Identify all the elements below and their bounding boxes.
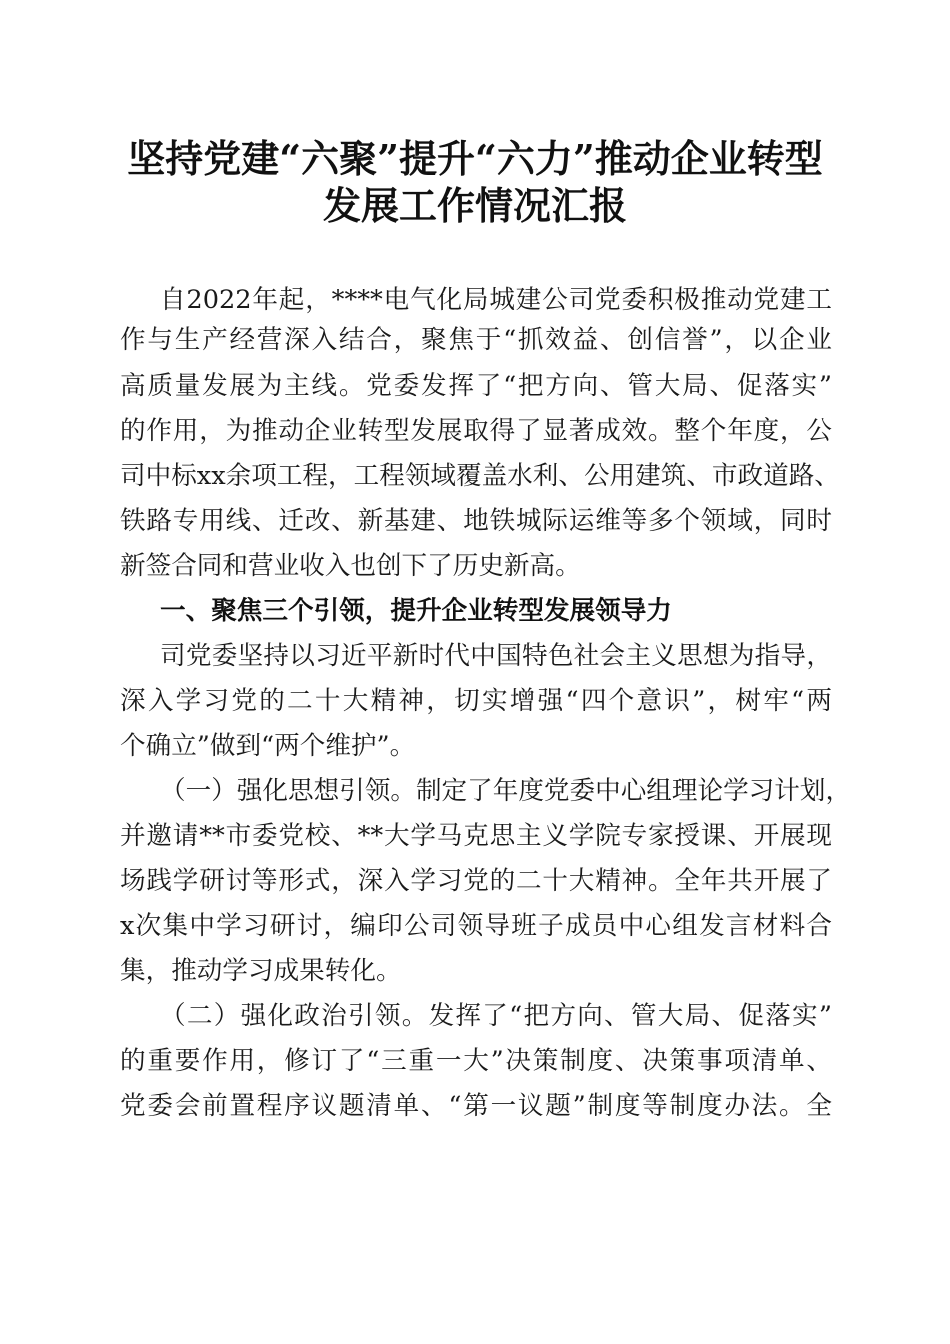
sub2-line: 党委会前置程序议题清单、“第一议题”制度等制度办法。全 [120,1091,832,1121]
section-para-line: 个确立”做到“两个维护”。 [120,731,416,761]
sub2-line: 的重要作用，修订了“三重一大”决策制度、决策事项清单、 [120,1046,832,1076]
sub2-line: （二）强化政治引领。发挥了“把方向、管大局、促落实” [160,1001,832,1031]
intro-line: 作与生产经营深入结合，聚焦于“抓效益、创信誉”，以企业 [120,325,832,355]
intro-line: 高质量发展为主线。党委发挥了“把方向、管大局、促落实” [120,371,832,401]
sub1-line: 并邀请**市委党校、**大学马克思主义学院专家授课、开展现 [120,821,832,851]
intro-line: 司中标xx余项工程，工程领域覆盖水利、公用建筑、市政道路、 [120,461,840,491]
sub1-line: 场践学研讨等形式，深入学习党的二十大精神。全年共开展了 [120,866,832,896]
intro-line: 铁路专用线、迁改、新基建、地铁城际运维等多个领域，同时 [120,506,832,536]
document-title-line-2: 发展工作情况汇报 [322,183,627,228]
sub1-line: 集，推动学习成果转化。 [120,956,402,986]
section-para-line: 深入学习党的二十大精神，切实增强“四个意识”，树牢“两 [120,686,832,716]
document-title-line-1: 坚持党建“六聚”提升“六力”推动企业转型 [127,136,823,181]
intro-line: 新签合同和营业收入也创下了历史新高。 [120,551,581,581]
intro-line: 自2022年起，****电气化局城建公司党委积极推动党建工 [160,285,832,315]
sub1-line: （一）强化思想引领。制定了年度党委中心组理论学习计划， [160,776,852,806]
section-heading: 一、聚焦三个引领，提升企业转型发展领导力 [160,596,672,626]
intro-line: 的作用，为推动企业转型发展取得了显著成效。整个年度，公 [120,416,832,446]
sub1-line: x次集中学习研讨，编印公司领导班子成员中心组发言材料合 [120,911,832,941]
section-para-line: 司党委坚持以习近平新时代中国特色社会主义思想为指导， [160,641,832,671]
